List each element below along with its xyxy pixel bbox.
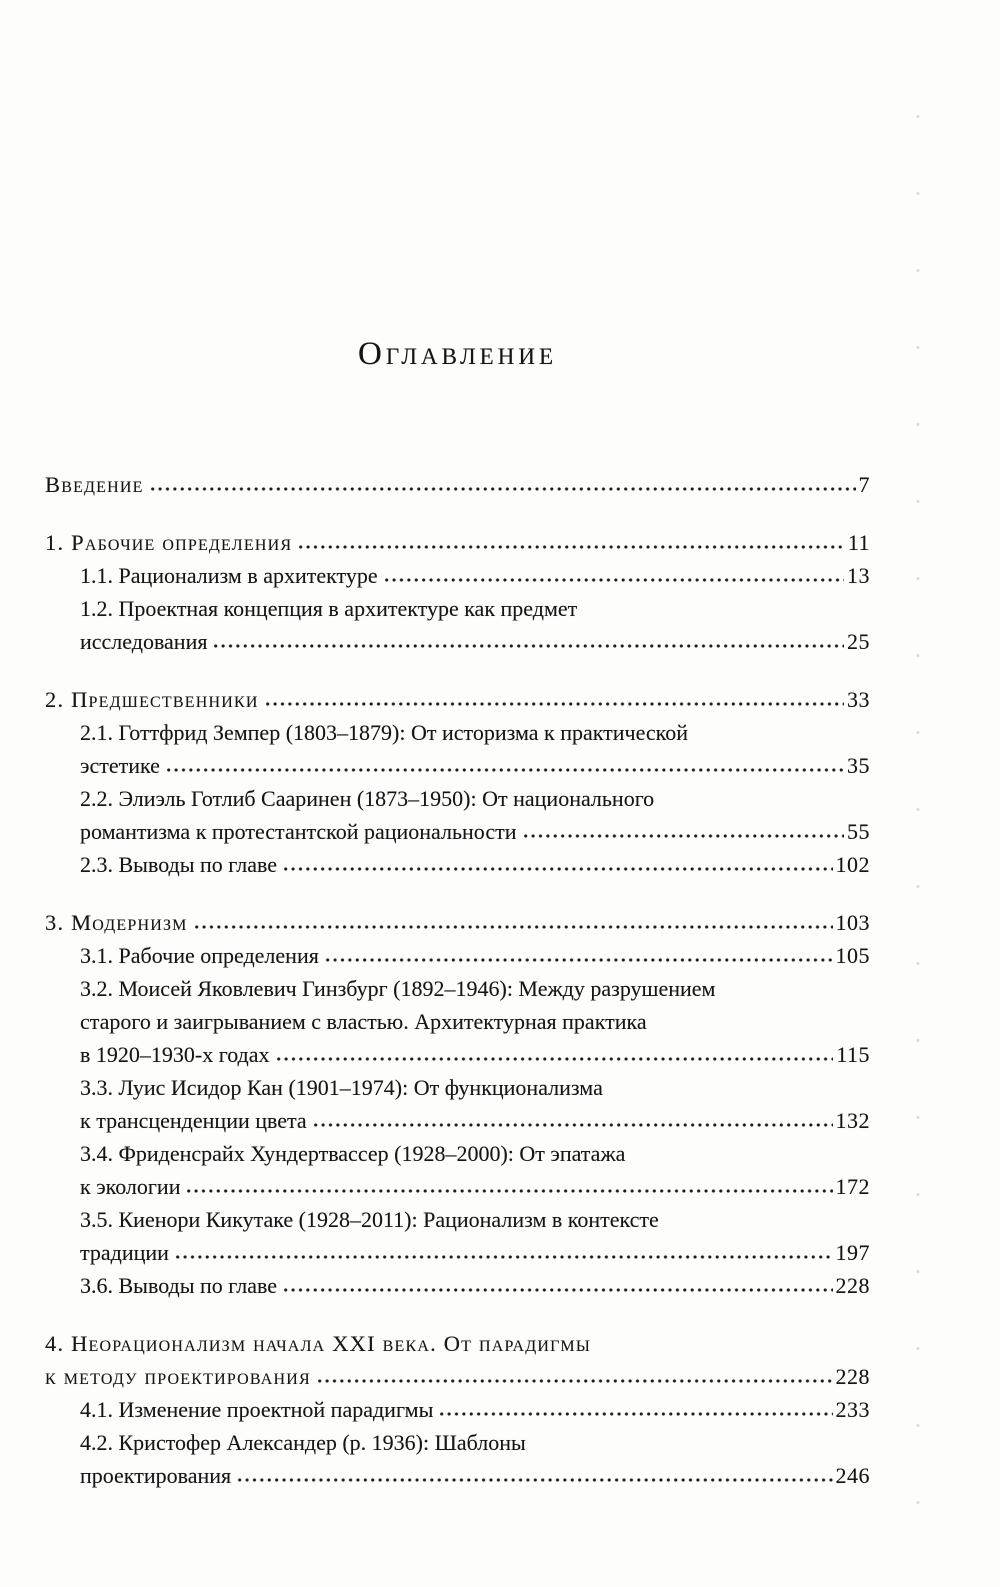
toc-page-number: 102 bbox=[835, 852, 870, 878]
toc-entry bbox=[45, 526, 870, 559]
toc-entry-row bbox=[45, 749, 870, 782]
toc-entry bbox=[45, 1327, 870, 1393]
toc-page-number: 33 bbox=[847, 687, 870, 713]
dot-leader bbox=[193, 925, 833, 930]
toc-entry-text: Введение bbox=[45, 472, 144, 498]
dot-leader bbox=[165, 768, 844, 773]
toc-entry-text: в 1920–1930-х годах bbox=[80, 1042, 270, 1068]
toc-page-number: 197 bbox=[835, 1240, 870, 1266]
dot-leader bbox=[212, 644, 844, 649]
toc-page-number: 11 bbox=[847, 530, 870, 556]
toc-entry-row bbox=[45, 1005, 870, 1038]
toc-entry bbox=[45, 1269, 870, 1302]
toc-page-number: 228 bbox=[835, 1364, 870, 1390]
toc-entry-text: исследования bbox=[80, 629, 208, 655]
dot-leader bbox=[236, 1478, 832, 1483]
toc-page-number: 25 bbox=[847, 629, 870, 655]
toc-entry-row bbox=[45, 1038, 870, 1071]
toc-entry bbox=[45, 972, 870, 1071]
toc-entry-row bbox=[45, 1426, 870, 1459]
toc-entry-row bbox=[45, 1170, 870, 1203]
toc-entry-text: романтизма к протестантской рациональности bbox=[80, 819, 517, 845]
toc-entry-row bbox=[45, 939, 870, 972]
toc-page-number: 103 bbox=[835, 910, 870, 936]
toc-entry-row bbox=[45, 716, 870, 749]
toc-page-number: 55 bbox=[847, 819, 870, 845]
toc-entry-text: старого и заигрыванием с властью. Архитектурная практика bbox=[80, 1009, 647, 1035]
toc-entry-row bbox=[45, 1459, 870, 1492]
toc-page-number: 246 bbox=[835, 1463, 870, 1489]
dot-leader bbox=[383, 578, 844, 583]
toc-page-number: 228 bbox=[835, 1273, 870, 1299]
toc-entry-text: 2.3. Выводы по главе bbox=[80, 852, 277, 878]
toc-page-number: 115 bbox=[836, 1042, 870, 1068]
dot-leader bbox=[297, 545, 845, 550]
toc-entry-row bbox=[45, 468, 870, 501]
toc-entries bbox=[45, 468, 870, 1492]
toc-entry bbox=[45, 559, 870, 592]
toc-entry-row bbox=[45, 592, 870, 625]
toc-entry-row bbox=[45, 1269, 870, 1302]
toc-entry-row bbox=[45, 1360, 870, 1393]
toc-entry-row bbox=[45, 1071, 870, 1104]
toc-entry-text: 1. Рабочие определения bbox=[45, 530, 293, 556]
toc-entry-text: традиции bbox=[80, 1240, 169, 1266]
toc-entry bbox=[45, 1426, 870, 1492]
toc-entry bbox=[45, 468, 870, 501]
toc-entry-row bbox=[45, 1393, 870, 1426]
toc-entry-text: 4. Неорационализм начала XXI века. От парадигмы bbox=[45, 1331, 591, 1357]
toc-entry bbox=[45, 906, 870, 939]
toc-entry-text: 4.2. Кристофер Александер (р. 1936): Шаблоны bbox=[80, 1430, 526, 1456]
toc-entry-text: 3. Модернизм bbox=[45, 910, 188, 936]
toc-entry-text: 2.2. Элиэль Готлиб Сааринен (1873–1950): От национального bbox=[80, 786, 655, 812]
dot-leader bbox=[316, 1379, 833, 1384]
toc-page-number: 233 bbox=[835, 1397, 870, 1423]
toc-entry bbox=[45, 1071, 870, 1137]
toc-entry-row bbox=[45, 1236, 870, 1269]
dot-leader bbox=[282, 1288, 833, 1293]
toc-page-number: 172 bbox=[835, 1174, 870, 1200]
toc-entry-row bbox=[45, 815, 870, 848]
dot-leader bbox=[282, 867, 833, 872]
toc-entry-text: 3.4. Фриденсрайх Хундертвассер (1928–2000): От эпатажа bbox=[80, 1141, 626, 1167]
toc-entry-text: 3.6. Выводы по главе bbox=[80, 1273, 277, 1299]
dot-leader bbox=[174, 1255, 833, 1260]
toc-entry-text: 2.1. Готтфрид Земпер (1803–1879): От историзма к практической bbox=[80, 720, 689, 746]
toc-page-number: 7 bbox=[858, 472, 870, 498]
toc-entry-row bbox=[45, 1104, 870, 1137]
toc-entry-text: 1.2. Проектная концепция в архитектуре как предмет bbox=[80, 596, 578, 622]
toc-entry-row bbox=[45, 1203, 870, 1236]
toc-page-number: 35 bbox=[847, 753, 870, 779]
toc-entry-text: 3.3. Луис Исидор Кан (1901–1974): От функционализма bbox=[80, 1075, 603, 1101]
toc-entry-text: 2. Предшественники bbox=[45, 687, 259, 713]
dot-leader bbox=[522, 834, 845, 839]
dot-leader bbox=[264, 702, 844, 707]
dot-leader bbox=[149, 487, 856, 492]
dot-leader bbox=[275, 1057, 834, 1062]
toc-entry bbox=[45, 1203, 870, 1269]
toc-entry bbox=[45, 683, 870, 716]
toc-entry-text: к методу проектирования bbox=[45, 1364, 311, 1390]
toc-entry-row bbox=[45, 526, 870, 559]
toc-entry-text: 3.5. Киенори Кикутаке (1928–2011): Рационализм в контексте bbox=[80, 1207, 659, 1233]
toc-entry bbox=[45, 1393, 870, 1426]
toc-entry-row bbox=[45, 625, 870, 658]
toc-entry bbox=[45, 592, 870, 658]
toc-entry-text: 4.1. Изменение проектной парадигмы bbox=[80, 1397, 434, 1423]
toc-page-number: 13 bbox=[847, 563, 870, 589]
toc-entry bbox=[45, 1137, 870, 1203]
toc-entry-row bbox=[45, 683, 870, 716]
toc-entry-row bbox=[45, 559, 870, 592]
toc-entry-text: к трансценденции цвета bbox=[80, 1108, 307, 1134]
toc-entry-text: к экологии bbox=[80, 1174, 181, 1200]
toc-entry-text: 1.1. Рационализм в архитектуре bbox=[80, 563, 378, 589]
toc-entry bbox=[45, 782, 870, 848]
toc-entry bbox=[45, 848, 870, 881]
toc-entry bbox=[45, 716, 870, 782]
toc-page-number: 132 bbox=[835, 1108, 870, 1134]
toc-entry-row bbox=[45, 848, 870, 881]
toc-entry bbox=[45, 939, 870, 972]
page-title: Оглавление bbox=[358, 336, 557, 372]
toc-entry-row bbox=[45, 906, 870, 939]
toc-entry-row bbox=[45, 1327, 870, 1360]
dot-leader bbox=[438, 1412, 832, 1417]
toc-entry-text: 3.1. Рабочие определения bbox=[80, 943, 319, 969]
toc-entry-row bbox=[45, 972, 870, 1005]
toc-entry-text: проектирования bbox=[80, 1463, 232, 1489]
dot-leader bbox=[324, 958, 833, 963]
toc-page-number: 105 bbox=[835, 943, 870, 969]
toc-entry-text: эстетике bbox=[80, 753, 160, 779]
dot-leader bbox=[185, 1189, 832, 1194]
toc-entry-text: 3.2. Моисей Яковлевич Гинзбург (1892–1946): Между разрушением bbox=[80, 976, 716, 1002]
toc-entry-row bbox=[45, 1137, 870, 1170]
dot-leader bbox=[312, 1123, 833, 1128]
toc-entry-row bbox=[45, 782, 870, 815]
